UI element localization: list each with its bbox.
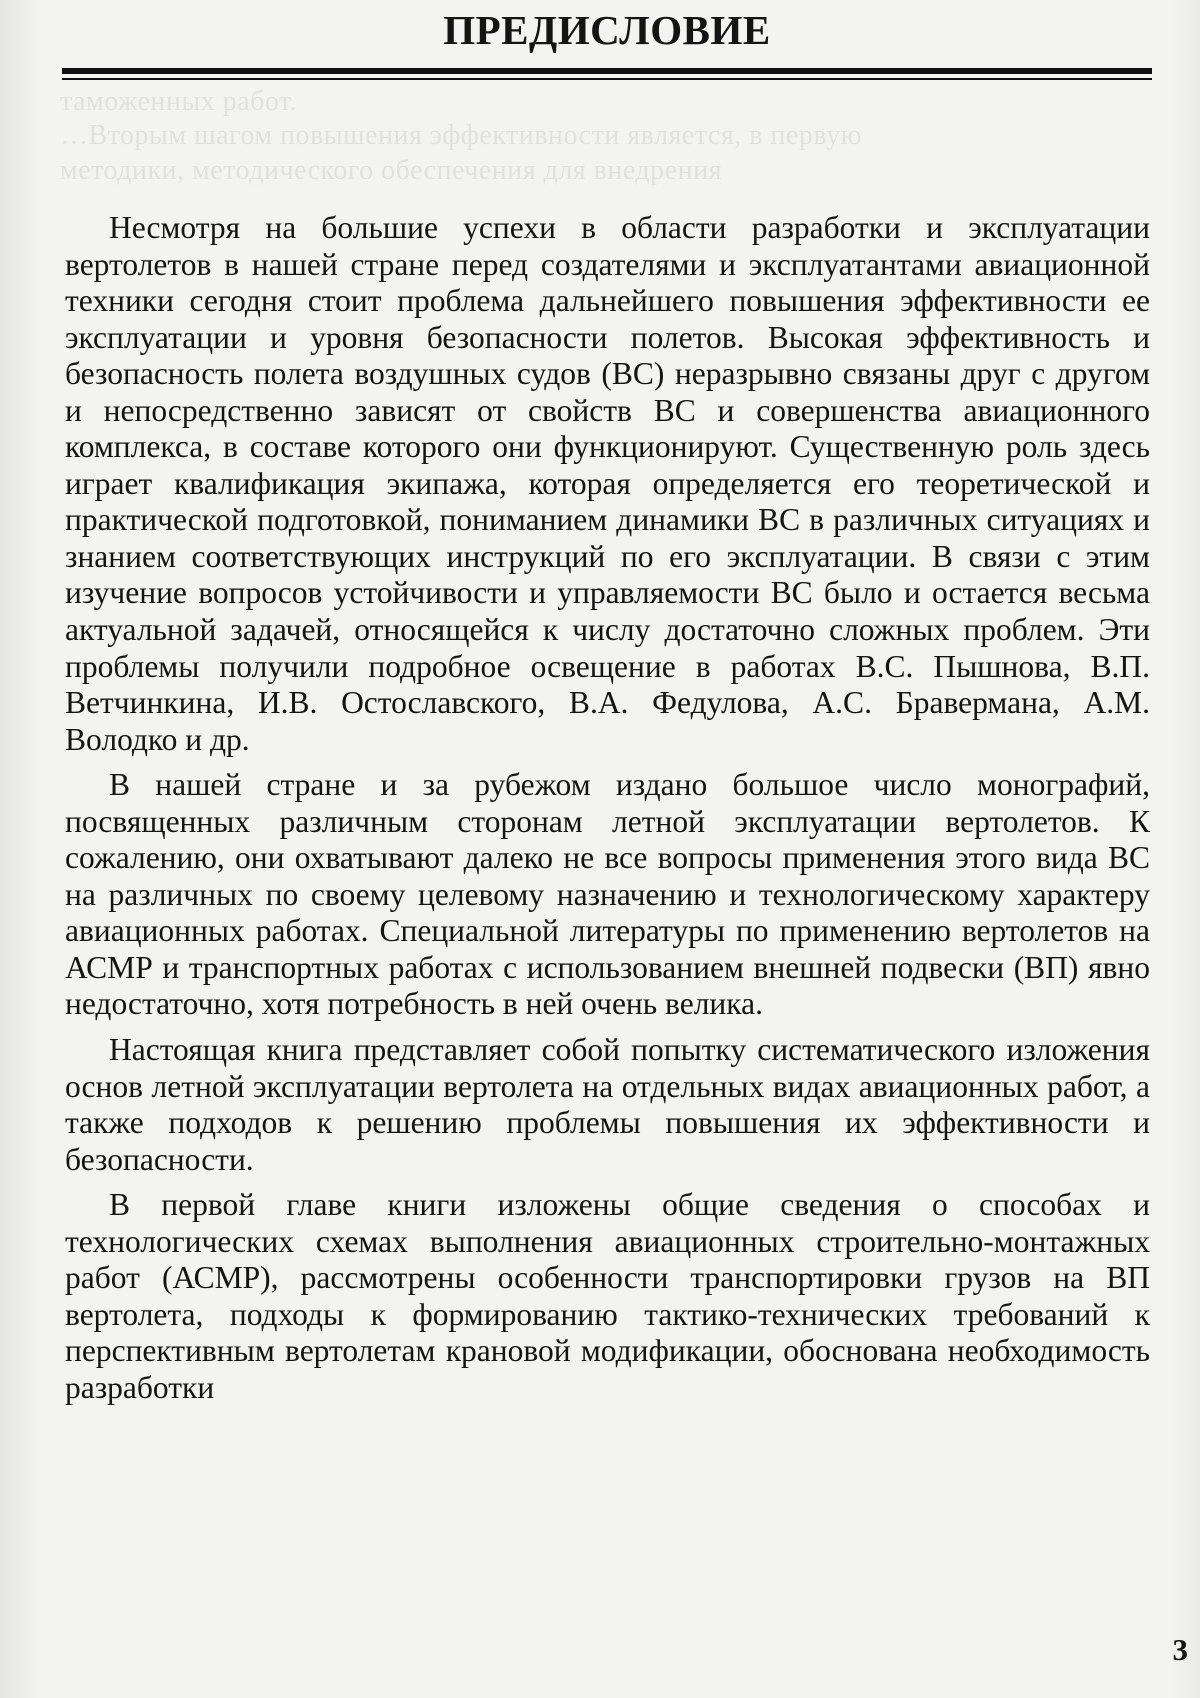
paragraph: В первой главе книги изложены общие сведения о способах и технологических схемах выполнения авиационных строительно-монтажных работ (АСМР), рассмотрены особенности транспортировки грузов на ВП вертолета, подходы к формированию тактико-технических требований к перспективным вертолетам крановой модификации, обоснована необходимость разработки [65,1187,1150,1405]
paragraph: Настоящая книга представляет собой попытку систематического изложения основ летной эксплуатации вертолета на отдельных видах авиационных работ, а также подходов к решению проблемы повышения их эффективности и безопасности. [65,1032,1150,1177]
header-rule-thick [62,68,1152,74]
page-title: ПРЕДИСЛОВИЕ [443,7,771,53]
paragraph: В нашей стране и за рубежом издано большое число монографий, посвященных различным сторонам летной эксплуатации вертолетов. К сожалению, они охватывают далеко не все вопросы применения этого вида ВС на различных по своему целевому назначению и технологическому характеру авиационных работах. Специальной литературы по применению вертолетов на АСМР и транспортных работах с использованием внешней подвески (ВП) явно недостаточно, хотя потребность в ней очень велика. [65,767,1150,1022]
header-rule-thin [62,78,1152,80]
show-through-text: методики, методического обеспечения для внедрения [60,155,722,186]
body-text [65,210,1150,1407]
show-through-text: …Вторым шагом повышения эффективности является, в первую [60,120,863,151]
page-header [62,0,1152,80]
paragraph: Несмотря на большие успехи в области разработки и эксплуатации вертолетов в нашей стране перед создателями и эксплуатантами авиационной техники сегодня стоит проблема дальнейшего повышения эффективности ее эксплуатации и уровня безопасности полетов. Высокая эффективность и безопасность полета воздушных судов (ВС) неразрывно связаны друг с другом и непосредственно зависят от свойств ВС и совершенства авиационного комплекса, в составе которого они функционируют. Существенную роль здесь играет квалификация экипажа, которая определяется его теоретической и практической подготовкой, пониманием динамики ВС в различных ситуациях и знанием соответствующих инструкций по его эксплуатации. В связи с этим изучение вопросов устойчивости и управляемости ВС было и остается весьма актуальной задачей, относящейся к числу достаточно сложных проблем. Эти проблемы получили подробное освещение в работах В.С. Пышнова, В.П. Ветчинкина, И.В. Остославского, В.А. Федулова, А.С. Бравермана, А.М. Володко и др. [65,210,1150,757]
page-number: 3 [1172,1632,1188,1667]
show-through-text: таможенных работ. [60,86,298,117]
